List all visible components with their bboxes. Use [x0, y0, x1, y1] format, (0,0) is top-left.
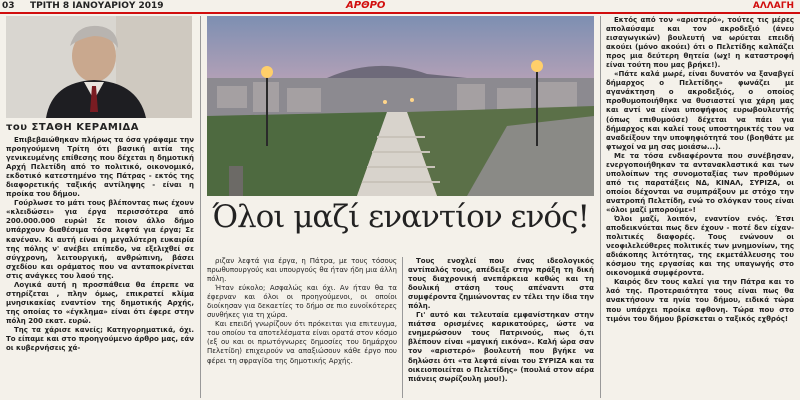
issue-date: ΤΡΙΤΗ 8 ΙΑΝΟΥΑΡΙΟΥ 2019 — [30, 1, 164, 11]
author-byline: του ΣΤΑΘΗ ΚΕΡΑΜΙΔΑ — [6, 122, 140, 133]
article-column-3 — [408, 257, 594, 398]
paragraph: Γι' αυτό και τελευταία εμφανίστηκαν στην πιάτσα ορισμένες καρικατούρες, ώστε να ενημερώσουν τους Πατρινούς, πως ό,τι βλέπουν είναι «μαγική εικόνα». Καλή ώρα σαν τον «αριστερό» βουλευτή που βγήκε να δηλώσει ότι «τα λεφτά είναι του ΣΥΡΙΖΑ και τα οικειοποιείται ο Πελετίδης» (πουλιά στον αέρα πιάνεις σωρίζουλη μου!). — [408, 311, 594, 383]
author-photo — [6, 16, 192, 118]
paragraph: ριζαν λεφτά για έργα, η Πάτρα, με τους τόσους πρωθυπουργούς και υπουργούς θα ήταν ήδη μια άλλη πόλη. — [207, 257, 397, 284]
paragraph: Καιρός δεν τους καλεί για την Πάτρα και το λαό της. Προτεραιότητα τους είναι πως θα ανακτήσουν τα ηνία του δήμου, ειδικά τώρα που υπάρχει προίκα αφθονη. Τώρα που στο τιμόνι του δήμου βρίσκεται ο ταξικός εχθρός! — [606, 278, 794, 323]
section-label: ΑΡΘΡΟ — [346, 0, 386, 11]
paragraph: Ήταν εύκολο; Ασφαλώς και όχι. Αν ήταν θα τα έφερναν και όλοι οι προηγούμενοι, οι οποίοι διοίκησαν για δεκαετίες το δήμο σε πιο ευνοϊκότερες συνθήκες για τη χώρα. — [207, 284, 397, 320]
city-photo — [207, 16, 594, 196]
paragraph: Τους ενοχλεί που ένας ιδεολογικός αντίπαλός τους, απέδειξε στην πράξη τη δική τους διαχρονική ανεπάρκεια καθώς και τη δουλική στάση τους απέναντι στα συμφέροντα ζημιώνοντας εν τέλει την ίδια την πόλη. — [408, 257, 594, 311]
header-rule — [0, 12, 800, 14]
article-column-1 — [6, 136, 194, 398]
paragraph: Εκτός από τον «αριστερό», τούτες τις μέρες απολαύσαμε και τον ακροδεξιό (άνευ εισαγωγικών) βουλευτή να ωρύεται επειδή ακούει (μόνο ακούει) ότι ο Πελετίδης καλπάζει προς μια δεύτερη θητεία (ωχ! η καταστροφή είναι τούτη που μας βρήκε!). — [606, 16, 794, 70]
paragraph: Και επειδή γνωρίζουν ότι πρόκειται για επιτευγμα, του οποίου τα αποτελέσματα είναι ορατά στον κόσμο (εξ ου και οι πρωτόγνωρες δημοσίες του δημάρχου Πελετίδη) επιχειρούν να απαξιώσουν κάθε έργο που φέρει τη σφραγίδα της δημοτικής Αρχής. — [207, 320, 397, 365]
article-headline: Όλοι μαζί εναντίον ενός! — [212, 199, 589, 235]
page-header — [0, 0, 800, 12]
paragraph: Με τα τόσα ενδιαφέροντα που συνέβησαν, ενεργοποιήθηκαν τα αντανακλαστικά και των υπολοίπων της συνομοταξίας των προθύμων από τις παρατάξεις ΝΔ, ΚΙΝΑΛ, ΣΥΡΙΖΑ, οι οποίοι δέχονται να συμπράξουν με στόχο την ανατροπή Πελετίδη, ενώ το σλόγκαν τους είναι «όλοι μαζί μπορούμε»! — [606, 151, 794, 214]
paragraph: Γούρλωσε το μάτι τους βλέποντας πως έχουν «κλειδώσει» για έργα περισσότερα από 200.000.000 ευρώ! Σε ποιον άλλο δήμο υπάρχουν διαθέσιμα τόσα λεφτά για έργα; Σε κανέναν. Κι αυτή είναι η μεγαλύτερη ευκαιρία της πόλης ν' ανέβει επίπεδο, να εξελιχθεί σε σύγχρονη, λειτουργική, ανθρώπινη, βάσει σχεδίου και οράματος που να ανταποκρίνεται στις ανάγκες του λαού της. — [6, 199, 194, 280]
paragraph: «Πάτε καλά μωρέ, είναι δυνατόν να ξαναβγεί δήμαρχος ο Πελετίδης» φωνάζει με αγανάκτηση ο ακροδεξιός, ο οποίος προθυμοποιήθηκε να θυσιαστεί για χάρη μας και αντί να είναι υποψήφιος ευρωβουλευτής (όπως επιθυμούσε) δέχεται να πάει για δήμαρχος και καλεί τους υποστηρικτές του να αναδείξουν την υποψηφιότητά του (βοηθάτε με φτωχοί να μη σας μοιάσω...). — [606, 70, 794, 151]
column-divider — [200, 16, 201, 398]
paragraph: Επιβεβαιώθηκαν πλήρως τα όσα γράφαμε την προηγούμενη Τρίτη ότι βασική αιτία της γενικευμένης επίθεσης που δέχεται η δημοτική Αρχή Πελετίδη από το πολιτικό, οικονομικό, εκδοτικό κατεστημένο της Πάτρας - εκτός της διαφορετικής ταξικής αντίληψης - είναι η προίκα του δήμου. — [6, 136, 194, 199]
page-number: 03 — [2, 1, 15, 11]
article-column-2 — [207, 257, 397, 398]
column-divider — [600, 16, 601, 398]
paragraph: Όλοι μαζί, λοιπόν, εναντίον ενός. Έτσι αποδεικνύεται πως δεν έχουν - ποτέ δεν είχαν- πολιτικές διαφορές. Τους ενώνουν οι νεοφιλελεύθερες πολιτικές των μνημονίων, της αδιάκοπης λιτότητας, της εκμετάλλευσης του κόσμου της εργασίας και της υπαγωγής στο οικονομικά συμφέροντα. — [606, 215, 794, 278]
paragraph: Λογικά αυτή η προσπάθεια θα έπρεπε να στηρίζεται , πλην όμως, επικρατεί κλίμα μνησικακίας εναντίον της δημοτικής Αρχής, της οποίας το «έγκλημα» είναι ότι έφερε στην πόλη 200 εκατ. ευρώ. — [6, 280, 194, 325]
section-label-right: ΑΛΛΑΓΗ — [752, 1, 794, 11]
column-divider — [402, 257, 403, 398]
article-column-4 — [606, 16, 794, 398]
paragraph: Της τα χάρισε κανείς; Κατηγορηματικά, όχι. Το είπαμε και στο προηγούμενο άρθρο μας, εάν οι κυβερνήσεις χά- — [6, 325, 194, 353]
